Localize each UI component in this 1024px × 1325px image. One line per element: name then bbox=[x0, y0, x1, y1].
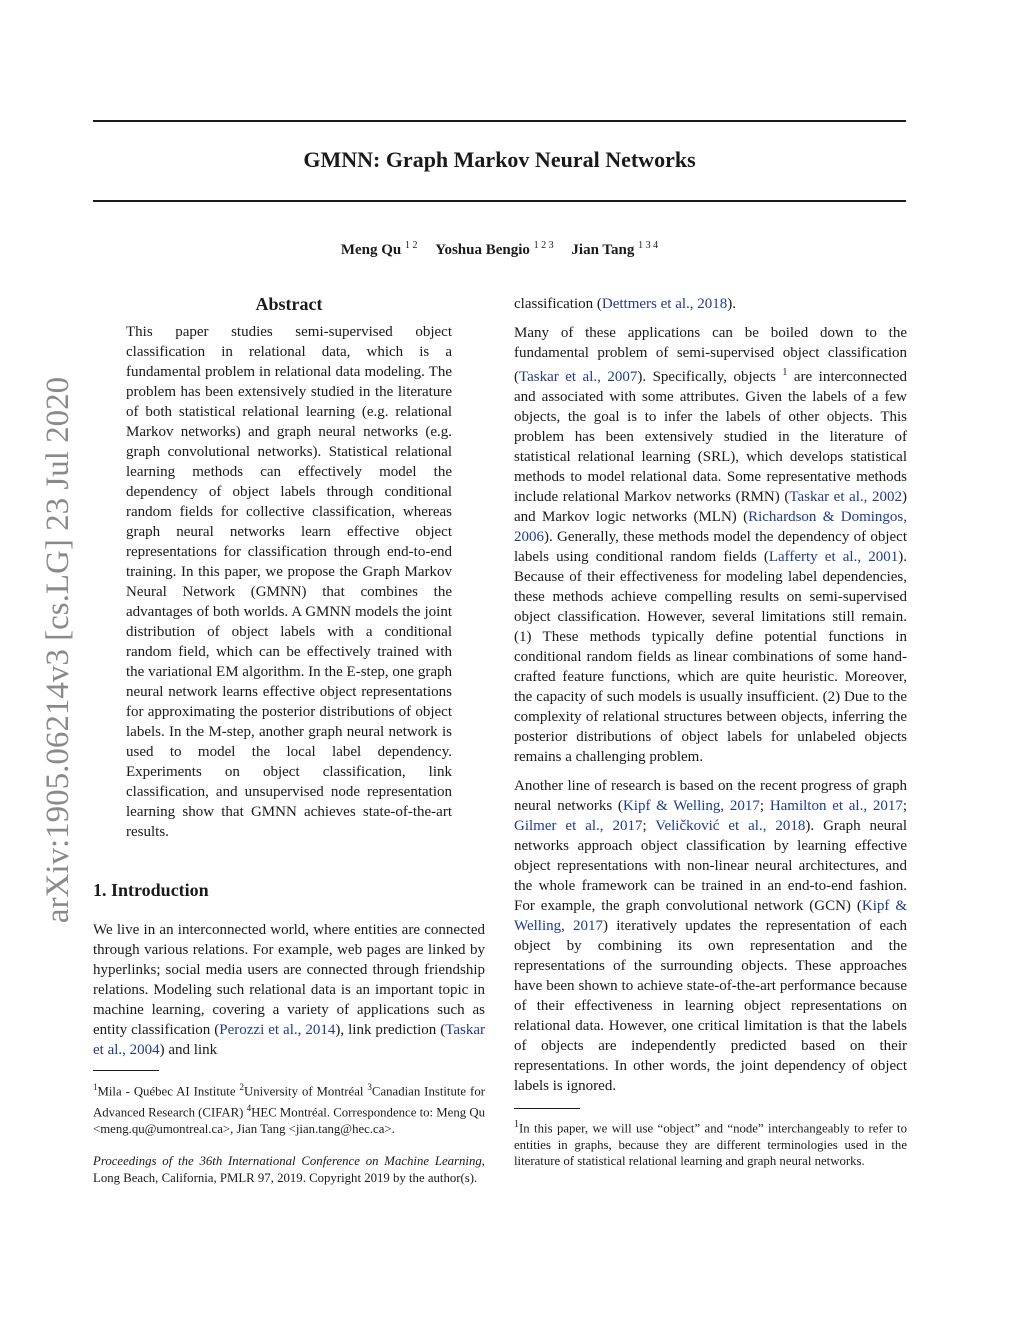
footnote-marker: 1 bbox=[93, 1082, 98, 1092]
right-column bbox=[514, 294, 907, 1170]
left-column bbox=[93, 292, 485, 1187]
paragraph bbox=[514, 323, 907, 767]
text: ) and link bbox=[159, 1042, 218, 1058]
text: are interconnected and associated with some attributes. Given the labels of a few objects, the goal is to infer the labels of other objects. This problem has been extensively studied in the literature of statistical relational learning (SRL), which develops statistical methods to model relational data. Some representative methods include relational Markov networks (RMN) ( bbox=[514, 369, 907, 505]
object-node-footnote bbox=[514, 1117, 907, 1170]
author-list bbox=[93, 236, 906, 260]
abstract-text: This paper studies semi-supervised object classification in relational data, which is a fundamental problem in relational data modeling. The problem has been extensively studied in the literature of both statistical relational learning (e.g. relational Markov networks) and graph neural networks (e.g. graph convolutional networks). Statistical relational learning methods can effectively model the dependency of object labels through conditional random fields for collective classification, whereas graph neural networks learn effective object representations for classification through end-to-end training. In this paper, we propose the Graph Markov Neural Network (GMNN) that combines the advantages of both worlds. A GMNN models the joint distribution of object labels with a conditional random field, which can be effectively trained with the variational EM algorithm. In the E-step, one graph neural network learns effective object representations for approximating the posterior distributions of object labels. In the M-step, another graph neural network is used to model the local label dependency. Experiments on object classification, link classification, and unsupervised node representation learning show that GMNN achieves state-of-the-art results. bbox=[126, 324, 452, 840]
footnote-marker: 2 bbox=[239, 1082, 244, 1092]
author-name: Jian Tang bbox=[571, 242, 635, 258]
title-top-rule bbox=[93, 120, 906, 122]
text: , Long Beach, California, PMLR 97, 2019. Copyright 2019 by the author(s). bbox=[93, 1154, 485, 1185]
text: University of Montréal bbox=[243, 1084, 368, 1099]
affiliation-footnote bbox=[93, 1079, 485, 1137]
citation-link[interactable]: Perozzi et al., 2014 bbox=[219, 1022, 336, 1038]
text: Canadian Institute for Advanced Research (CIFAR) bbox=[93, 1084, 485, 1120]
text: ; bbox=[642, 818, 656, 834]
footnote-marker: 1 bbox=[514, 1119, 519, 1130]
proceedings-venue: Proceedings of the 36th International Conference on Machine Learning bbox=[93, 1154, 482, 1169]
text: In this paper, we will use “object” and “node” interchangeably to refer to entities in graphs, because they are different terminologies used in the literature of statistical relational learning and graph neural networks. bbox=[514, 1121, 907, 1169]
citation-link[interactable]: Taskar et al., 2002 bbox=[789, 489, 902, 505]
author-affiliation: 1 3 4 bbox=[638, 240, 659, 251]
citation-link[interactable]: Lafferty et al., 2001 bbox=[768, 549, 899, 565]
author-meng-qu bbox=[341, 242, 418, 258]
author-yoshua-bengio bbox=[435, 242, 553, 258]
text: ) iteratively updates the representation of each object by combining its own representation and the representations of the surrounding objects. These approaches have been shown to achieve state-of-the-art performance because of their effectiveness in learning object representations on relational data. However, one critical limitation is that the labels of objects are independently predicted based on their representations. In other words, the joint dependency of object labels is ignored. bbox=[514, 918, 907, 1094]
citation-link[interactable]: Gilmer et al., 2017 bbox=[514, 818, 643, 834]
citation-link[interactable]: Taskar et al., 2007 bbox=[519, 369, 638, 385]
citation-link[interactable]: Kipf & Welling, 2017 bbox=[622, 798, 760, 814]
citation-link[interactable]: Taskar et al., 2004 bbox=[93, 1022, 485, 1058]
proceedings-note bbox=[93, 1153, 485, 1186]
footnote-rule bbox=[93, 1070, 159, 1071]
text: classification ( bbox=[514, 296, 602, 312]
text: We live in an interconnected world, where entities are connected through various relations. For example, web pages are linked by hyperlinks; social media users are connected through friendship relations. Modeling such relational data is an important topic in machine learning, covering a variety of applications such as entity classification ( bbox=[93, 922, 485, 1038]
text: ). Because of their effectiveness for modeling label dependencies, these methods achieve compelling results on semi-supervised object classification. However, several limitations still remain. (1) These methods typically define potential functions in conditional random fields as linear combinations of some hand-crafted feature functions, which are quite heuristic. Moreover, the capacity of such models is usually insufficient. (2) Due to the complexity of relational structures between objects, inferring the posterior distributions of object labels for unlabeled objects remains a challenging problem. bbox=[514, 549, 907, 765]
citation-link[interactable]: Kipf & Welling, 2017 bbox=[514, 898, 907, 934]
paragraph bbox=[514, 294, 907, 314]
text: ; bbox=[759, 798, 770, 814]
footnote-marker[interactable]: 1 bbox=[782, 367, 788, 378]
text: Many of these applications can be boiled down to the fundamental problem of semi-supervised object classification ( bbox=[514, 325, 907, 385]
title-bottom-rule bbox=[93, 200, 906, 202]
citation-link[interactable]: Richardson & Domingos, 2006 bbox=[514, 509, 907, 545]
author-affiliation: 1 2 bbox=[405, 240, 418, 251]
section-heading-introduction: 1. Introduction bbox=[93, 880, 209, 900]
footnote-marker: 3 bbox=[367, 1082, 372, 1092]
abstract-heading: Abstract bbox=[255, 294, 323, 314]
author-jian-tang bbox=[571, 242, 658, 258]
citation-link[interactable]: Dettmers et al., 2018 bbox=[601, 296, 728, 312]
text: HEC Montréal. Correspondence to: Meng Qu <meng.qu@umontreal.ca>, Jian Tang <jian.tang@hec.ca>. bbox=[93, 1105, 485, 1136]
author-name: Yoshua Bengio bbox=[435, 242, 530, 258]
intro-paragraph bbox=[93, 920, 485, 1060]
author-affiliation: 1 2 3 bbox=[533, 240, 554, 251]
text: ). Graph neural networks approach object classification by learning effective object representations with non-linear neural architectures, and the whole framework can be trained in an end-to-end fashion. For example, the graph convolutional network (GCN) ( bbox=[514, 818, 907, 914]
text: Another line of research is based on the recent progress of graph neural networks ( bbox=[514, 778, 907, 814]
footnote-marker: 4 bbox=[246, 1102, 252, 1113]
citation-link[interactable]: Veličković et al., 2018 bbox=[655, 818, 806, 834]
text: ; bbox=[902, 798, 907, 814]
author-name: Meng Qu bbox=[340, 242, 402, 258]
text: ) and Markov logic networks (MLN) ( bbox=[514, 489, 907, 525]
paragraph bbox=[514, 776, 907, 1096]
text: Mila - Québec AI Institute bbox=[97, 1084, 240, 1099]
text: ), link prediction ( bbox=[335, 1022, 446, 1038]
text: ). bbox=[727, 296, 737, 312]
arxiv-identifier: arXiv:1905.06214v3 [cs.LG] 23 Jul 2020 bbox=[40, 376, 76, 924]
citation-link[interactable]: Hamilton et al., 2017 bbox=[769, 798, 903, 814]
text: ). Generally, these methods model the dependency of object labels using conditional random fields ( bbox=[514, 529, 907, 565]
footnote-rule bbox=[514, 1108, 580, 1109]
paper-title: GMNN: Graph Markov Neural Networks bbox=[303, 147, 696, 172]
text: ). Specifically, objects bbox=[637, 369, 783, 385]
